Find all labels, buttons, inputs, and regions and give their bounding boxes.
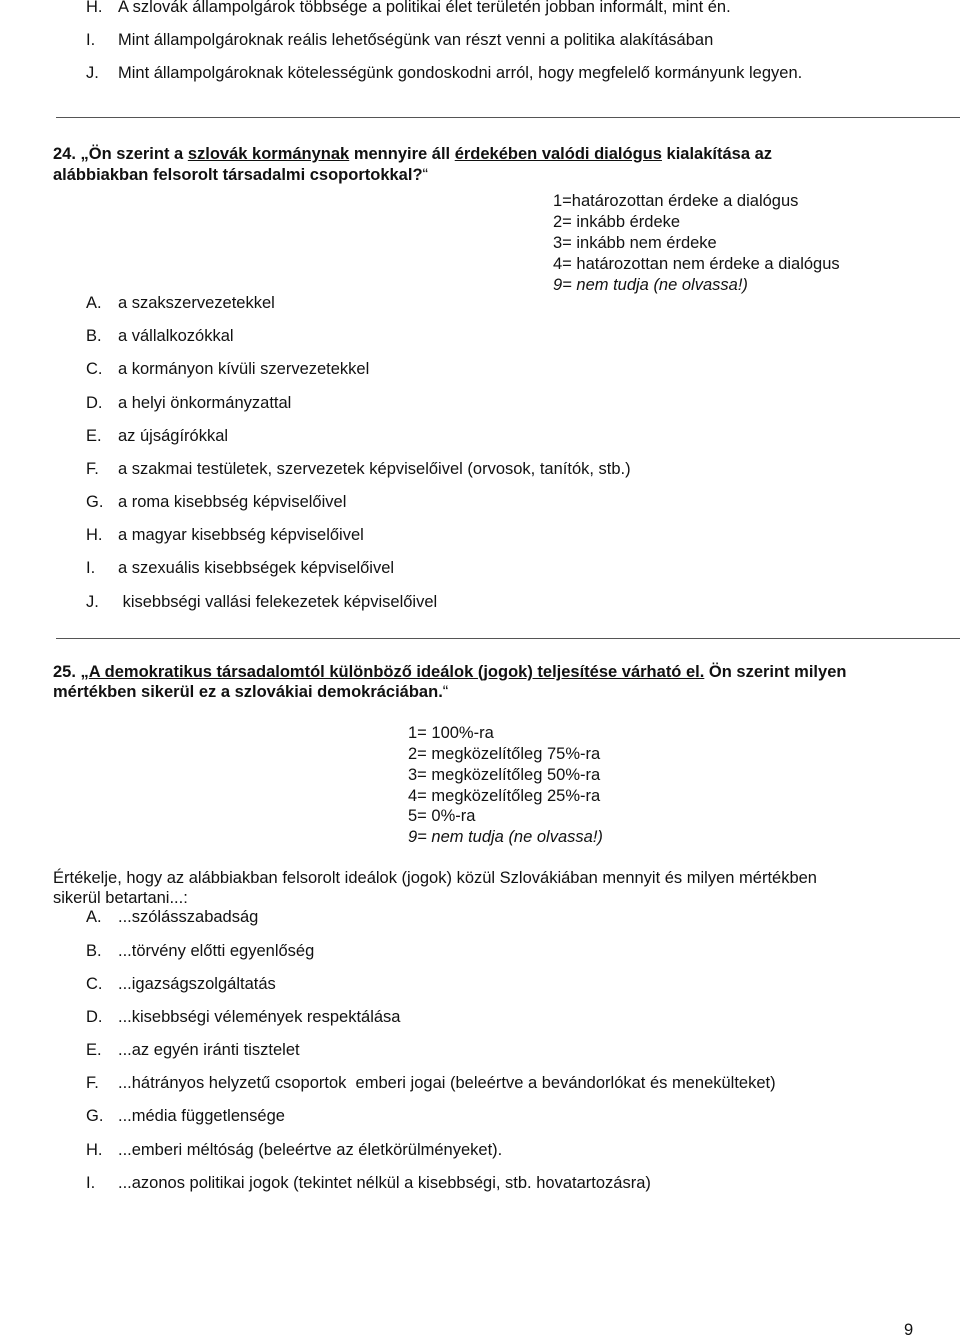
scale-option-dont-know: 9= nem tudja (ne olvassa!): [553, 276, 748, 294]
list-item: G. ...média függetlensége: [86, 1107, 285, 1125]
list-item: F. a szakmai testületek, szervezetek képviselőivel (orvosok, tanítók, stb.): [86, 460, 631, 478]
list-item: H. ...emberi méltóság (beleértve az életkörülményeket).: [86, 1141, 503, 1159]
instruction-text-line1: Értékelje, hogy az alábbiakban felsorolt ideálok (jogok) közül Szlovákiában mennyit és milyen mértékben: [53, 869, 817, 887]
scale-option: 3= inkább nem érdeke: [553, 234, 717, 252]
list-item: C. ...igazságszolgáltatás: [86, 975, 276, 993]
list-item: D. a helyi önkormányzattal: [86, 394, 292, 412]
scale-option: 1= 100%-ra: [408, 724, 494, 742]
scale-option: 2= megközelítőleg 75%-ra: [408, 745, 601, 763]
scale-option: 2= inkább érdeke: [553, 213, 681, 231]
question-24-title-line1: 24. „Ön szerint a szlovák kormánynak mennyire áll érdekében valódi dialógus kialakítása az: [53, 145, 773, 163]
list-item: A. ...szólásszabadság: [86, 908, 259, 926]
list-item: H. A szlovák állampolgárok többsége a politikai élet területén jobban informált, mint én.: [86, 0, 731, 16]
list-item: I. a szexuális kisebbségek képviselőivel: [86, 559, 395, 577]
list-item: H. a magyar kisebbség képviselőivel: [86, 526, 364, 544]
divider: [56, 638, 960, 639]
scale-option-dont-know: 9= nem tudja (ne olvassa!): [408, 828, 603, 846]
list-item: E. ...az egyén iránti tisztelet: [86, 1041, 300, 1059]
instruction-text-line2: sikerül betartani...:: [53, 889, 188, 907]
list-item: G. a roma kisebbség képviselőivel: [86, 493, 347, 511]
scale-option: 4= határozottan nem érdeke a dialógus: [553, 255, 840, 273]
scale-option: 3= megközelítőleg 50%-ra: [408, 766, 601, 784]
list-item: B. a vállalkozókkal: [86, 327, 234, 345]
list-item: J. Mint állampolgároknak kötelességünk gondoskodni arról, hogy megfelelő kormányunk legyen.: [86, 64, 803, 82]
page-number: 9: [904, 1321, 914, 1339]
scale-option: 5= 0%-ra: [408, 807, 476, 825]
question-25-title-line2: mértékben sikerül ez a szlovákiai demokráciában.“: [53, 683, 449, 701]
list-item: F. ...hátrányos helyzetű csoportok emberi jogai (beleértve a bevándorlókat és menekülteket): [86, 1074, 776, 1092]
question-24-title-line2: alábbiakban felsorolt társadalmi csoportokkal?“: [53, 166, 429, 184]
question-25-title-line1: 25. „A demokratikus társadalomtól különböző ideálok (jogok) teljesítése várható el. Ön szerint milyen: [53, 663, 847, 681]
list-item: D. ...kisebbségi vélemények respektálása: [86, 1008, 401, 1026]
scale-option: 4= megközelítőleg 25%-ra: [408, 787, 601, 805]
list-item: A. a szakszervezetekkel: [86, 294, 275, 312]
scale-option: 1=határozottan érdeke a dialógus: [553, 192, 799, 210]
list-item: I. Mint állampolgároknak reális lehetőségünk van részt venni a politika alakításában: [86, 31, 714, 49]
divider: [56, 117, 960, 118]
list-item: B. ...törvény előtti egyenlőség: [86, 942, 315, 960]
list-item: C. a kormányon kívüli szervezetekkel: [86, 360, 370, 378]
list-item: I. ...azonos politikai jogok (tekintet nélkül a kisebbségi, stb. hovatartozásra): [86, 1174, 651, 1192]
list-item: E. az újságírókkal: [86, 427, 229, 445]
list-item: J. kisebbségi vallási felekezetek képviselőivel: [86, 593, 438, 611]
